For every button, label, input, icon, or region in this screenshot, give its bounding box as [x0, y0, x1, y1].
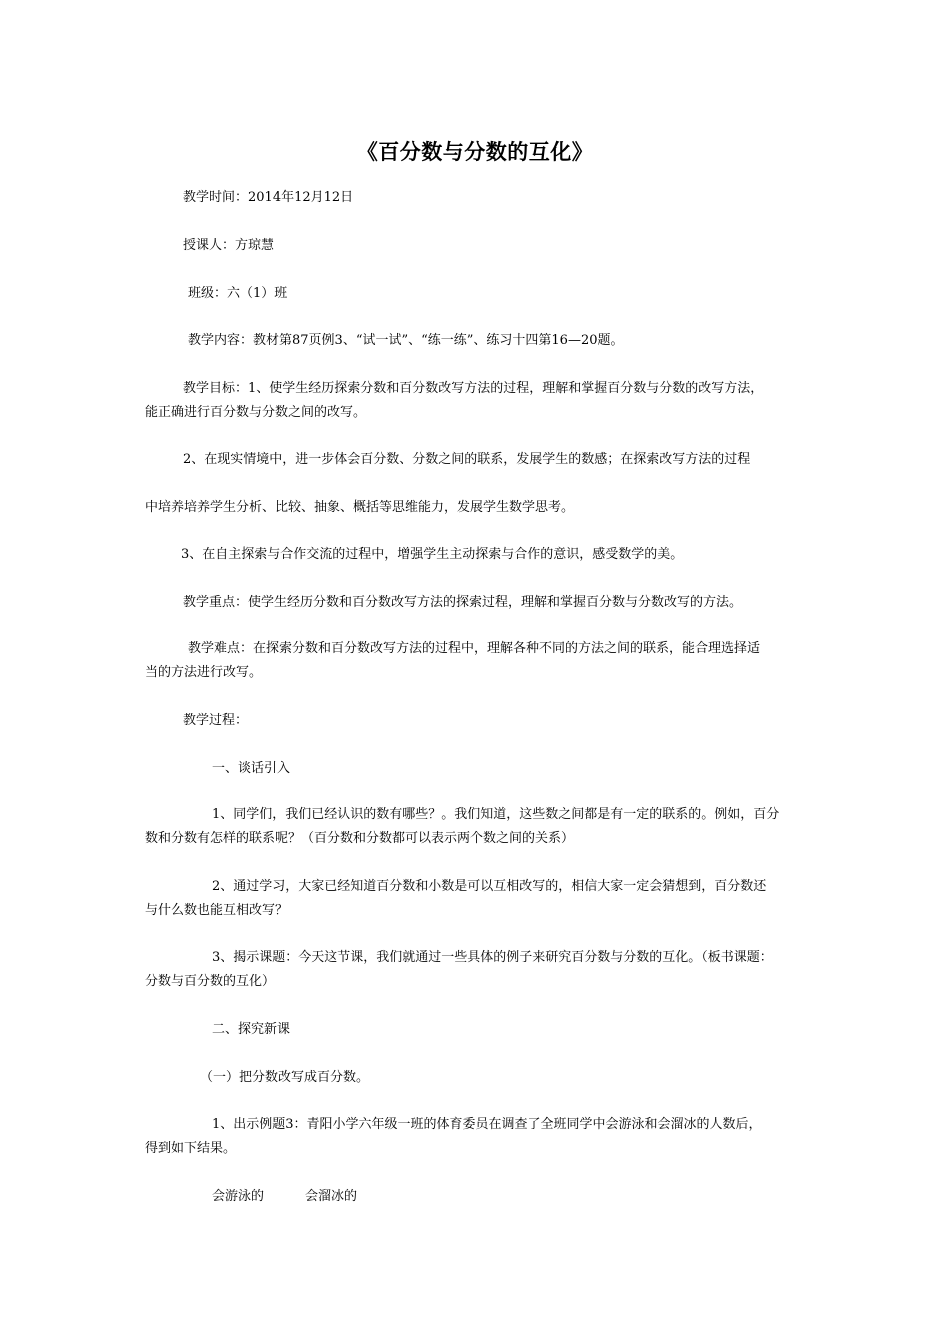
document-title: 《百分数与分数的互化》	[356, 140, 594, 164]
difficulty-line-2: 当的方法进行改写。	[145, 665, 263, 680]
section-2-heading: 二、探究新课	[212, 1022, 291, 1037]
column-label-swimming: 会游泳的	[212, 1189, 265, 1204]
section-1-para-1-line-2: 数和分数有怎样的联系呢？（百分数和分数都可以表示两个数之间的关系）	[145, 831, 575, 846]
section-1-para-2-line-2: 与什么数也能互相改写？	[145, 903, 289, 918]
goal-1-line-2: 能正确进行百分数与分数之间的改写。	[145, 405, 367, 420]
section-1-para-3-line-2: 分数与百分数的互化）	[145, 974, 276, 989]
key-point: 教学重点：使学生经历分数和百分数改写方法的探索过程，理解和掌握百分数与分数改写的方法。	[183, 595, 743, 610]
section-1-heading: 一、谈话引入	[212, 761, 291, 776]
class-info: 班级：六（1）班	[188, 286, 288, 301]
goal-2-line-1: 2、在现实情境中，进一步体会百分数、分数之间的联系，发展学生的数感；在探索改写方法的过程	[183, 452, 751, 467]
section-1-para-3-line-1: 3、揭示课题：今天这节课，我们就通过一些具体的例子来研究百分数与分数的互化。（板书课题：	[212, 950, 773, 965]
section-2-para-1-line-2: 得到如下结果。	[145, 1141, 237, 1156]
goal-2-line-2: 中培养培养学生分析、比较、抽象、概括等思维能力，发展学生数学思考。	[145, 500, 575, 515]
teaching-time: 教学时间：2014年12月12日	[183, 190, 354, 205]
difficulty-line-1: 教学难点：在探索分数和百分数改写方法的过程中，理解各种不同的方法之间的联系，能合理选择适	[188, 641, 761, 656]
teacher-name: 授课人：方琼慧	[183, 238, 275, 253]
process-heading: 教学过程：	[183, 713, 249, 728]
section-1-para-2-line-1: 2、通过学习，大家已经知道百分数和小数是可以互相改写的，相信大家一定会猜想到，百分数还	[212, 879, 767, 894]
goal-3: 3、在自主探索与合作交流的过程中，增强学生主动探索与合作的意识，感受数学的美。	[181, 547, 684, 562]
section-1-para-1-line-1: 1、同学们，我们已经认识的数有哪些？。我们知道，这些数之间都是有一定的联系的。例如，百分	[212, 807, 780, 822]
goal-1-line-1: 教学目标：1、使学生经历探索分数和百分数改写方法的过程，理解和掌握百分数与分数的改写方法，	[183, 381, 764, 396]
section-2-para-1-line-1: 1、出示例题3：青阳小学六年级一班的体育委员在调查了全班同学中会游泳和会溜冰的人数后，	[212, 1117, 762, 1132]
subsection-1-heading: （一）把分数改写成百分数。	[200, 1070, 370, 1085]
teaching-content: 教学内容：教材第87页例3、“试一试”、“练一练”、练习十四第16—20题。	[188, 333, 624, 348]
column-label-skating: 会溜冰的	[305, 1189, 358, 1204]
